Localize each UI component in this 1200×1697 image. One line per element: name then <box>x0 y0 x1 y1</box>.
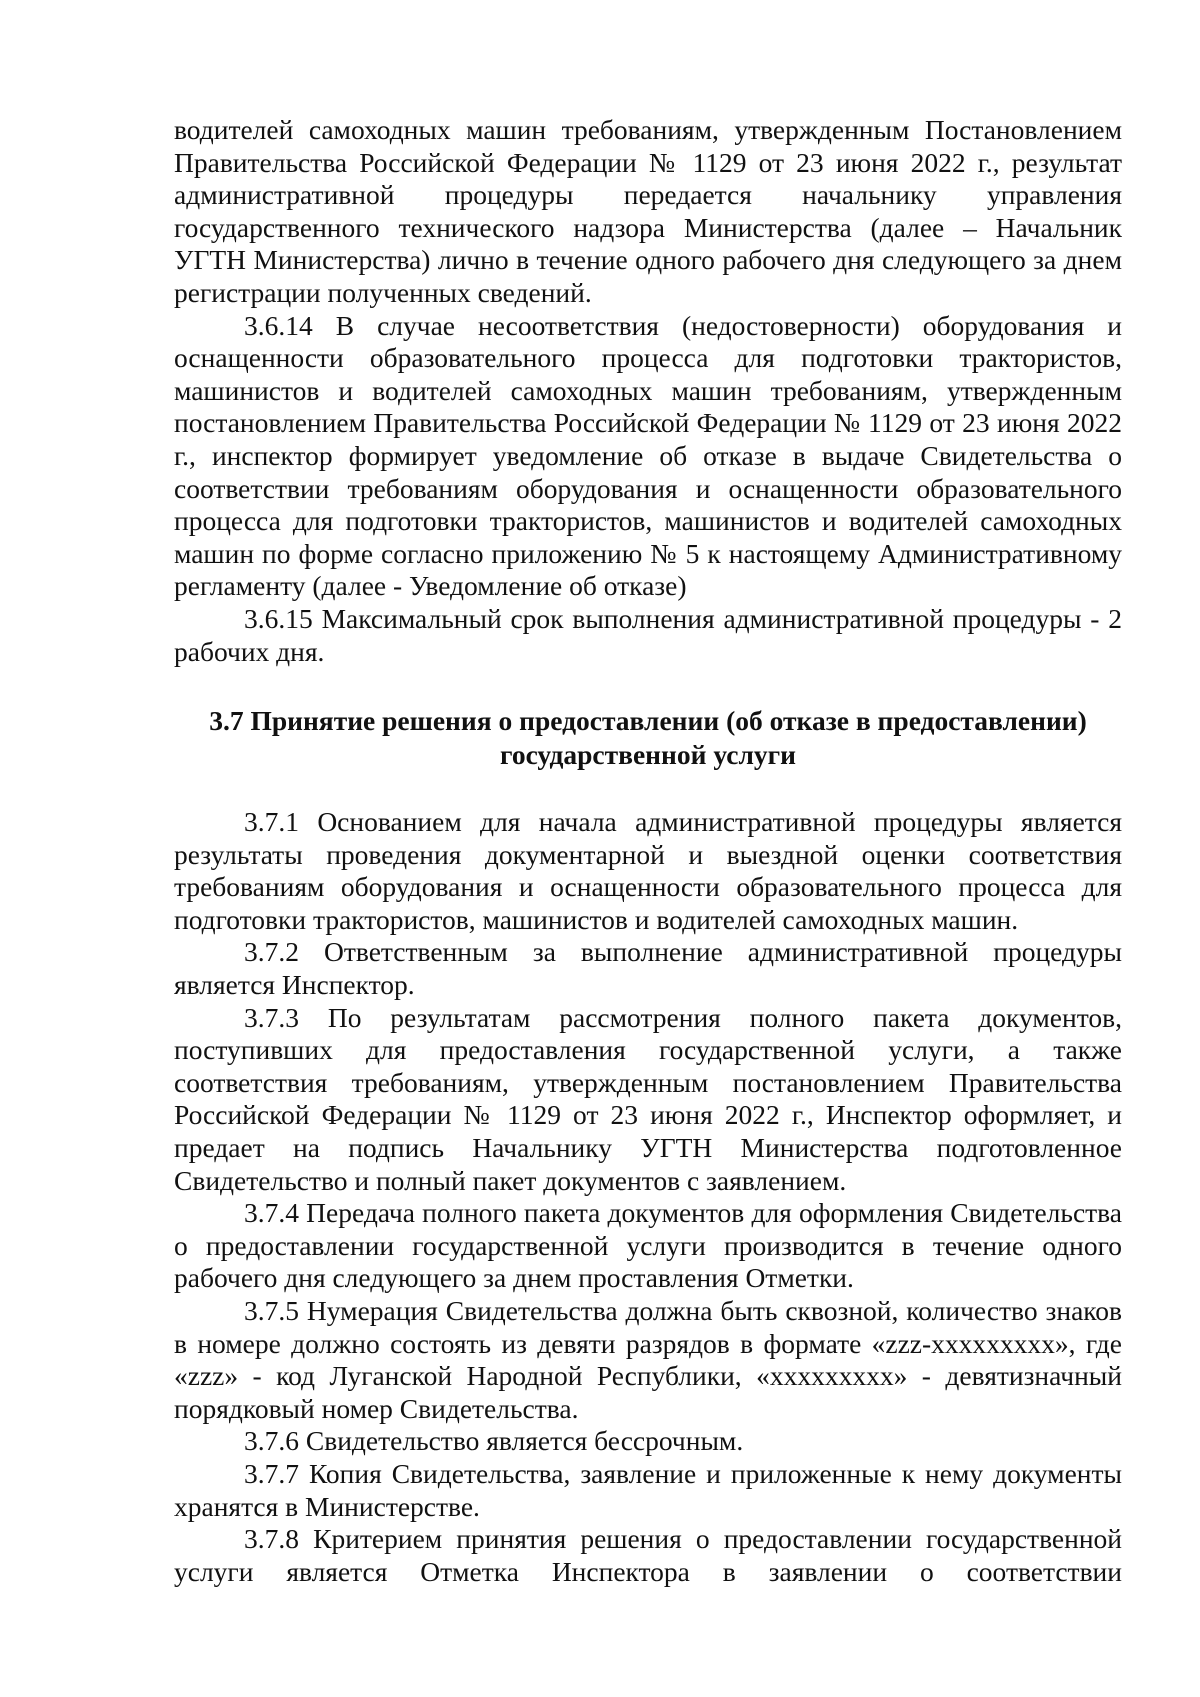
paragraph-3-7-4: 3.7.4 Передача полного пакета документов для оформления Свидетельства о предоставлении государственной услуги производится в течение одного рабочего дня следующего за днем проставления Отметки. <box>174 1197 1122 1294</box>
paragraph-3-7-3: 3.7.3 По результатам рассмотрения полного пакета документов, поступивших для предоставления государственной услуги, а также соответствия требованиям, утвержденным постановлением Правительства Российской Федерации № 1129 от 23 июня 2022 г., Инспектор оформляет, и предает на подпись Начальнику УГТН Министерства подготовленное Свидетельство и полный пакет документов с заявлением. <box>174 1001 1122 1196</box>
paragraph-3-7-6: 3.7.6 Свидетельство является бессрочным. <box>244 1425 744 1457</box>
paragraph-3-6-14: 3.6.14 В случае несоответствия (недостоверности) оборудования и оснащенности образовательного процесса для подготовки трактористов, машинистов и водителей самоходных машин требованиям, утвержденным постановлением Правительства Российской Федерации № 1129 от 23 июня 2022 г., инспектор формирует уведомление об отказе в выдаче Свидетельства о соответствии требованиям оборудования и оснащенности образовательного процесса для подготовки трактористов, машинистов и водителей самоходных машин по форме согласно приложению № 5 к настоящему Административному регламенту (далее - Уведомление об отказе) <box>174 309 1122 602</box>
paragraph-3-7-5: 3.7.5 Нумерация Свидетельства должна быть сквозной, количество знаков в номере должно состоять из девяти разрядов в формате «zzz-xxxxxxxxx», где «zzz» - код Луганской Народной Республики, «xxxxxxxxx» - девятизначный порядковый номер Свидетельства. <box>174 1295 1122 1424</box>
section-heading-line-1: 3.7 Принятие решения о предоставлении (об отказе в предоставлении) <box>209 705 1087 737</box>
section-heading-3-7 <box>174 704 1122 772</box>
paragraph-3-7-8: 3.7.8 Критерием принятия решения о предоставлении государственной услуги является Отметка Инспектора в заявлении о соответствии <box>174 1523 1122 1587</box>
document-body <box>174 114 1122 1588</box>
paragraph-3-7-7: 3.7.7 Копия Свидетельства, заявление и приложенные к нему документы хранятся в Министерстве. <box>174 1457 1122 1522</box>
section-heading-line-2: государственной услуги <box>500 739 796 771</box>
paragraph-continuation: водителей самоходных машин требованиям, утвержденным Постановлением Правительства Российской Федерации № 1129 от 23 июня 2022 г., результат административной процедуры передается начальнику управления государственного технического надзора Министерства (далее – Начальник УГТН Министерства) лично в течение одного рабочего дня следующего за днем регистрации полученных сведений. <box>174 114 1122 308</box>
paragraph-3-6-15: 3.6.15 Максимальный срок выполнения административной процедуры - 2 рабочих дня. <box>174 602 1122 667</box>
paragraph-3-7-1: 3.7.1 Основанием для начала административной процедуры является результаты проведения документарной и выездной оценки соответствия требованиям оборудования и оснащенности образовательного процесса для подготовки трактористов, машинистов и водителей самоходных машин. <box>174 806 1122 935</box>
paragraph-3-7-2: 3.7.2 Ответственным за выполнение административной процедуры является Инспектор. <box>174 936 1122 1001</box>
